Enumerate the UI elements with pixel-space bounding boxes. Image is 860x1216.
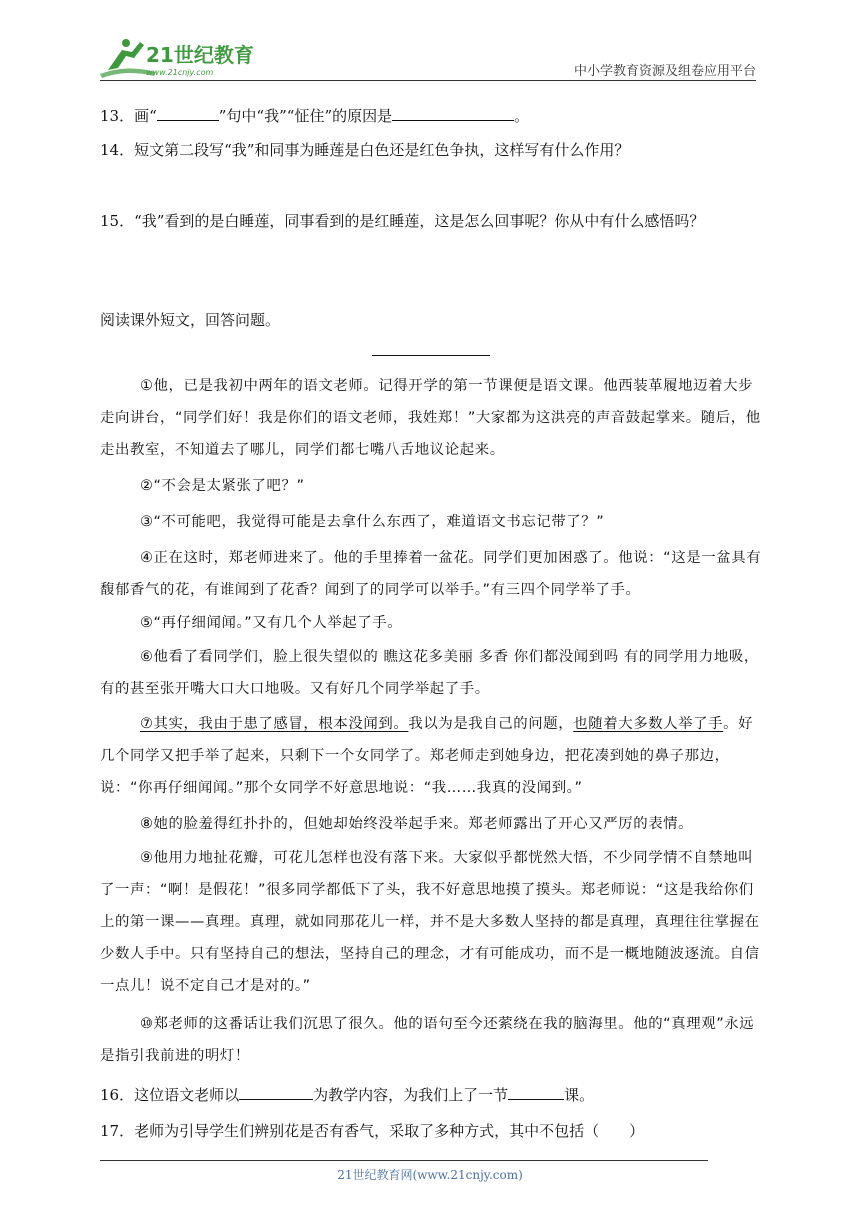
q16-prefix: 16．这位语文老师以 bbox=[100, 1086, 240, 1104]
passage-paragraph-2: ②“不会是太紧张了吧？” bbox=[140, 478, 305, 494]
question-14: 14．短文第二段写“我”和同事为睡莲是白色还是红色争执，这样写有什么作用？ bbox=[100, 141, 630, 159]
p7-middle: 我以为是我自己的问题， bbox=[408, 716, 574, 732]
footer-divider bbox=[100, 1160, 708, 1161]
site-logo bbox=[96, 34, 266, 82]
question-13 bbox=[100, 106, 529, 126]
reading-instruction: 阅读课外短文，回答问题。 bbox=[100, 311, 281, 329]
footer-text[interactable]: 21世纪教育网(www.21cnjy.com) bbox=[337, 1168, 523, 1182]
q16-blank-2[interactable] bbox=[508, 1085, 564, 1100]
logo-url: www.21cnjy.com bbox=[146, 68, 214, 77]
q13-suffix: 。 bbox=[514, 107, 530, 125]
question-17: 17．老师为引导学生们辨别花是否有香气，采取了多种方式，其中不包括（ ） bbox=[100, 1122, 645, 1140]
q13-blank-1[interactable] bbox=[157, 106, 219, 121]
passage-paragraph-9: ⑨他用力地扯花瓣，可花儿怎样也没有落下来。大家似乎都恍然大悟，不少同学情不自禁地叫了一声：“啊！是假花！”很多同学都低下了头，我不好意思地摸了摸头。郑老师说：“这是我给你们上的第一课——真理。真理，就如同那花儿一样，并不是大多数人坚持的都是真理，真理往往掌握在少数人手中。只有坚持自己的想法，坚持自己的理念，才有可能成功，而不是一概地随波逐流。自信一点儿！说不定自己才是对的。” bbox=[100, 850, 760, 994]
passage-paragraph-5: ⑤“再仔细闻闻。”又有几个人举起了手。 bbox=[140, 615, 403, 631]
passage-paragraph-6: ⑥他看了看同学们，脸上很失望似的 瞧这花多美丽 多香 你们都没闻到吗 有的同学用力地吸，有的甚至张开嘴大口大口地吸。又有好几个同学举起了手。 bbox=[100, 649, 759, 697]
q16-suffix: 课。 bbox=[564, 1086, 595, 1104]
underlined-sentence-1: ⑦其实，我由于患了感冒，根本没闻到。 bbox=[140, 716, 409, 732]
underlined-sentence-2: 也随着大多数人举了手 bbox=[573, 716, 724, 732]
passage-paragraph-1: ①他，已是我初中两年的语文老师。记得开学的第一节课便是语文课。他西装革履地迈着大步走向讲台，“同学们好！我是你们的语文老师，我姓郑！”大家都为这洪亮的声音鼓起掌来。随后，他走出教室，不知道去了哪儿，同学们都七嘴八舌地议论起来。 bbox=[100, 378, 761, 458]
passage-paragraph-8: ⑧她的脸羞得红扑扑的，但她却始终没举起手来。郑老师露出了开心又严厉的表情。 bbox=[140, 816, 694, 832]
q13-blank-2[interactable] bbox=[392, 106, 514, 121]
passage-paragraph-4: ④正在这时，郑老师进来了。他的手里捧着一盆花。同学们更加困惑了。他说：“这是一盆具有馥郁香气的花，有谁闻到了花香？闻到了的同学可以举手。”有三四个同学举了手。 bbox=[100, 550, 762, 598]
passage-paragraph-3: ③“不可能吧，我觉得可能是去拿什么东西了，难道语文书忘记带了？” bbox=[140, 514, 605, 530]
question-15: 15．“我”看到的是白睡莲，同事看到的是红睡莲，这是怎么回事呢？你从中有什么感悟吗？ bbox=[100, 212, 705, 230]
logo-text: 21世纪教育 bbox=[146, 43, 254, 67]
q13-middle: ”句中“我”“怔住”的原因是 bbox=[218, 107, 393, 125]
q13-prefix: 13．画“ bbox=[100, 107, 157, 125]
question-16 bbox=[100, 1085, 594, 1105]
q16-middle: 为教学内容，为我们上了一节 bbox=[313, 1086, 509, 1104]
p7-rest: 。好几个同学又把手举了起来，只剩下一个女同学了。郑老师走到她身边，把花凑到她的鼻子那边，说：“你再仔细闻闻。”那个女同学不好意思地说：“我……我真的没闻到。” bbox=[100, 716, 754, 796]
platform-name: 中小学教育资源及组卷应用平台 bbox=[573, 64, 756, 79]
q16-blank-1[interactable] bbox=[239, 1085, 313, 1100]
header-divider bbox=[100, 80, 756, 81]
passage-paragraph-7 bbox=[100, 708, 766, 804]
passage-title-blank[interactable] bbox=[372, 355, 490, 356]
passage-paragraph-10: ⑩郑老师的这番话让我们沉思了很久。他的语句至今还萦绕在我的脑海里。他的“真理观”永远是指引我前进的明灯！ bbox=[100, 1016, 755, 1064]
